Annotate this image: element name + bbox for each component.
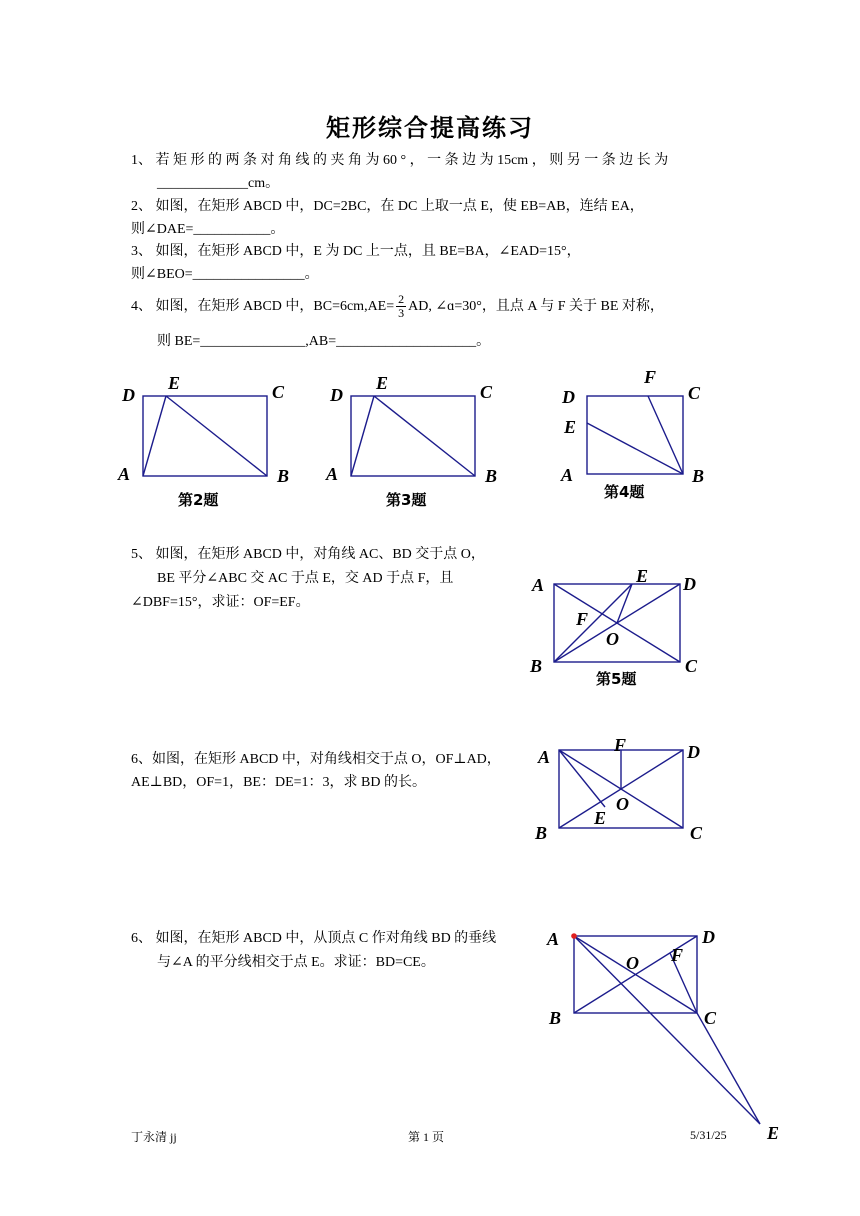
segment-ce <box>697 1013 760 1124</box>
label-a: A <box>532 575 545 595</box>
rectangle-abcd <box>587 396 683 474</box>
problem-6a-line-2: AE⊥BD，OF=1，BE：DE=1：3，求 BD 的长。 <box>131 775 426 790</box>
label-b: B <box>535 823 548 843</box>
segment-eb <box>166 396 267 476</box>
label-d: D <box>702 927 715 947</box>
fraction-numerator: 2 <box>398 292 405 307</box>
problem-5-line-3: ∠DBF=15°，求证：OF=EF。 <box>131 595 310 610</box>
figure-caption: 第3题 <box>386 491 427 509</box>
problem-6b-line-1: 6、 如图，在矩形 ABCD 中，从顶点 C 作对角线 BD 的垂线 <box>131 931 497 946</box>
label-a: A <box>538 747 551 767</box>
footer-date: 5/31/25 <box>690 1128 727 1142</box>
label-a: A <box>326 464 339 484</box>
problem-6b-line-2: 与∠A 的平分线相交于点 E。求证：BD=CE。 <box>157 955 435 970</box>
figure-2 <box>110 365 300 515</box>
label-e: E <box>636 566 649 586</box>
label-c: C <box>272 382 285 402</box>
fraction-denominator: 3 <box>398 306 405 321</box>
figure-3 <box>318 365 508 515</box>
label-a: A <box>561 465 574 485</box>
label-f: F <box>644 367 657 387</box>
rectangle-abcd <box>143 396 267 476</box>
label-b: B <box>530 656 543 676</box>
label-d: D <box>683 574 696 594</box>
label-c: C <box>685 656 698 676</box>
figure-5 <box>525 560 725 700</box>
label-o: O <box>616 794 629 814</box>
rectangle-abcd <box>351 396 475 476</box>
fraction <box>396 293 406 320</box>
figure-4 <box>555 360 735 510</box>
problem-2-line-2: 则∠DAE=___________。 <box>131 222 285 237</box>
segment-fb <box>648 396 683 474</box>
segment-eb <box>587 423 683 474</box>
label-b: B <box>692 466 705 486</box>
problem-6a-line-1: 6、如图，在矩形 ABCD 中，对角线相交于点 O，OF⊥AD， <box>131 752 501 767</box>
label-b: B <box>549 1008 562 1028</box>
label-b: B <box>277 466 290 486</box>
problem-4-text-b: AD, ∠ɑ=30°，且点 A 与 F 关于 BE 对称， <box>408 299 664 314</box>
label-c: C <box>688 383 701 403</box>
footer-author: 丁永清 jj <box>131 1130 177 1144</box>
label-a: A <box>547 929 560 949</box>
footer-page-number: 第 1 页 <box>408 1130 445 1144</box>
bisector-ae <box>574 936 760 1124</box>
problem-4-line-2: 则 BE=_______________,AB=____________________。 <box>157 334 491 349</box>
label-e: E <box>767 1123 780 1143</box>
problem-4-text-a: 4、 如图，在矩形 ABCD 中，BC=6cm,AE= <box>131 299 395 314</box>
segment-ae <box>351 396 374 476</box>
label-d: D <box>122 385 135 405</box>
label-f: F <box>576 609 589 629</box>
label-c: C <box>480 382 493 402</box>
figure-6b <box>535 920 795 1150</box>
segment-eo <box>617 584 632 623</box>
segment-ae <box>143 396 166 476</box>
segment-bf <box>554 584 632 662</box>
figure-6a <box>530 735 720 850</box>
label-a: A <box>118 464 131 484</box>
label-d: D <box>687 742 700 762</box>
segment-eb <box>374 396 475 476</box>
label-c: C <box>690 823 703 843</box>
problem-5-line-2: BE 平分∠ABC 交 AC 于点 E，交 AD 于点 F，且 <box>157 571 454 586</box>
problem-3-line-2: 则∠BEO=________________。 <box>131 267 319 282</box>
problem-1-line-2: _____________cm。 <box>157 176 280 191</box>
label-e: E <box>564 417 577 437</box>
label-f: F <box>614 735 627 755</box>
figure-caption: 第4题 <box>604 483 645 501</box>
figure-caption: 第5题 <box>596 670 637 688</box>
label-e: E <box>168 373 181 393</box>
figure-caption: 第2题 <box>178 491 219 509</box>
label-b: B <box>485 466 498 486</box>
problem-2-line-1: 2、 如图，在矩形 ABCD 中，DC=2BC，在 DC 上取一点 E，使 EB=AB，连结 EA， <box>131 199 644 214</box>
problem-3-line-1: 3、 如图，在矩形 ABCD 中，E 为 DC 上一点，且 BE=BA，∠EAD=15°， <box>131 244 581 259</box>
label-d: D <box>330 385 343 405</box>
label-f: F <box>671 945 684 965</box>
page-title: 矩形综合提高练习 <box>326 114 534 142</box>
label-o: O <box>626 953 639 973</box>
segment-ae <box>559 750 605 807</box>
problem-1-line-1: 1、 若 矩 形 的 两 条 对 角 线 的 夹 角 为 60 ° ， 一 条 边 为 15cm ， 则 另 一 条 边 长 为 <box>131 153 669 168</box>
label-e: E <box>594 808 607 828</box>
label-e: E <box>376 373 389 393</box>
label-d: D <box>562 387 575 407</box>
problem-4-line-1 <box>131 289 664 325</box>
label-c: C <box>704 1008 717 1028</box>
problem-5-line-1: 5、 如图，在矩形 ABCD 中，对角线 AC、BD 交于点 O， <box>131 547 485 562</box>
vertex-a-point <box>571 933 577 939</box>
label-o: O <box>606 629 619 649</box>
